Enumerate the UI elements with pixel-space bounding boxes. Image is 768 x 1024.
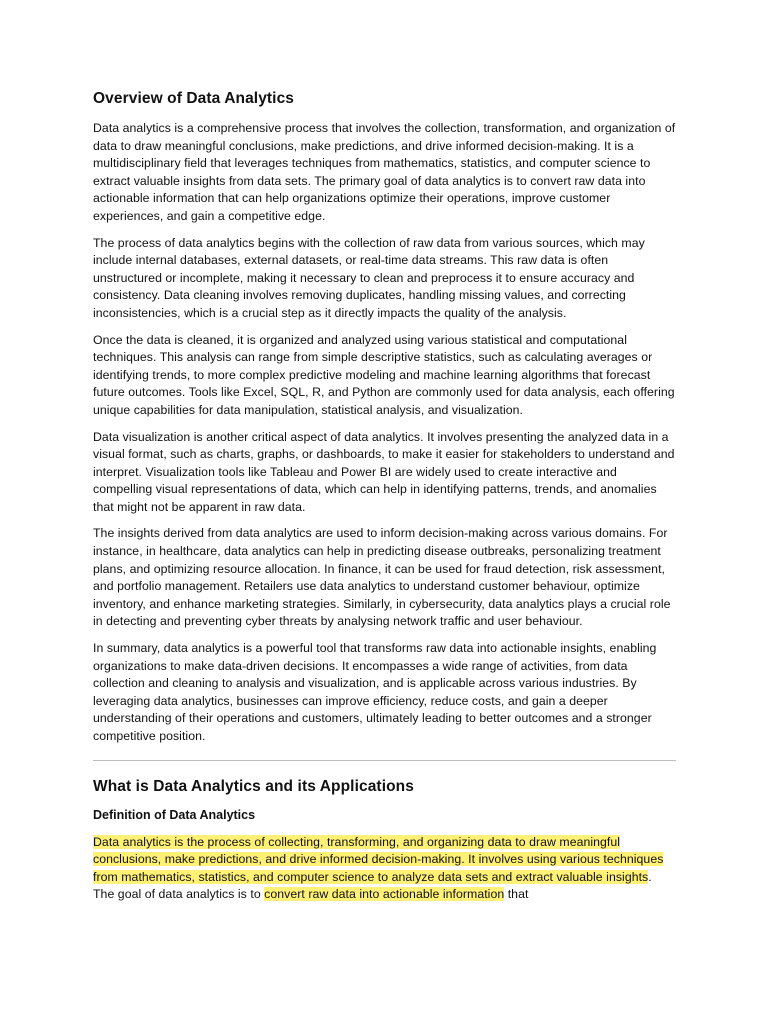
plain-text: that	[504, 887, 529, 902]
paragraph-insights: The insights derived from data analytics are used to inform decision-making across various domains. For instance, in healthcare, data analytics can help in predicting disease outbreaks, personalizing treatment plans, and optimizing resource allocation. In finance, it can be used for fraud detection, risk assessment, and portfolio management. Retailers use data analytics to understand customer behaviour, optimize inventory, and enhance marketing strategies. Similarly, in cybersecurity, data analytics plays a crucial role in detecting and preventing cyber threats by analysing network traffic and user behaviour.	[93, 526, 671, 629]
highlighted-text: Data analytics is the process of collecting, transforming, and organizing data to draw meaningful conclusions, make predictions, and drive informed decision-making. It involves using various techniques from mathematics, statistics, and computer science to analyze data sets and extract valuable insights	[93, 834, 664, 884]
horizontal-divider	[93, 760, 676, 761]
paragraph-intro: Data analytics is a comprehensive process that involves the collection, transformation, and organization of data to draw meaningful conclusions, make predictions, and drive informed decision-making. It is a multidisciplinary field that leverages techniques from mathematics, statistics, and computer science to extract valuable insights from data sets. The primary goal of data analytics is to convert raw data into actionable information that can help organizations optimize their operations, improve customer experiences, and gain a competitive edge.	[93, 121, 676, 223]
paragraph-visualization: Data visualization is another critical aspect of data analytics. It involves presenting the analyzed data in a visual format, such as charts, graphs, or dashboards, to make it easier for stakeholders to understand and interpret. Visualization tools like Tableau and Power BI are widely used to create interactive and compelling visual representations of data, which can help in identifying patterns, trends, and anomalies that might not be apparent in raw data.	[93, 429, 675, 514]
subsection-title-definition: Definition of Data Analytics	[93, 807, 256, 822]
paragraph-definition	[93, 834, 676, 904]
plain-text: . The goal of data analytics is to	[93, 869, 652, 902]
section-title-applications: What is Data Analytics and its Applications	[93, 777, 414, 795]
paragraph-summary: In summary, data analytics is a powerful tool that transforms raw data into actionable insights, enabling organizations to make data-driven decisions. It encompasses a wide range of activities, from data collection and cleaning to analysis and visualization, and is applicable across various industries. By leveraging data analytics, businesses can improve efficiency, reduce costs, and gain a deeper understanding of their operations and customers, ultimately leading to better outcomes and a stronger competitive position.	[93, 641, 657, 743]
paragraph-analysis: Once the data is cleaned, it is organized and analyzed using various statistical and computational techniques. This analysis can range from simple descriptive statistics, such as calculating averages or identifying trends, to more complex predictive modeling and machine learning algorithms that forecast future outcomes. Tools like Excel, SQL, R, and Python are commonly used for data analysis, each offering unique capabilities for data manipulation, statistical analysis, and visualization.	[93, 332, 675, 417]
section-title-overview: Overview of Data Analytics	[93, 90, 295, 107]
highlighted-text: convert raw data into actionable information	[264, 887, 505, 902]
paragraph-collection: The process of data analytics begins with the collection of raw data from various sources, which may include internal databases, external datasets, or real-time data streams. This raw data is often unstructured or incomplete, making it necessary to clean and preprocess it to ensure accuracy and consistency. Data cleaning involves removing duplicates, handling missing values, and correcting inconsistencies, which is a crucial step as it directly impacts the quality of the analysis.	[93, 235, 645, 320]
